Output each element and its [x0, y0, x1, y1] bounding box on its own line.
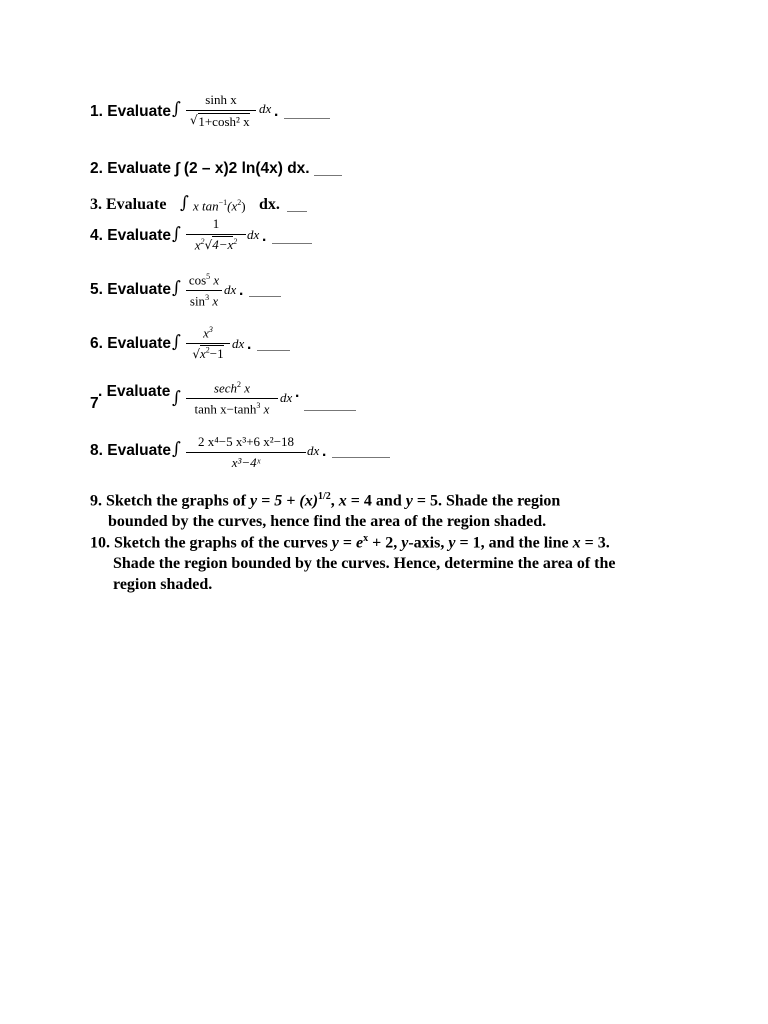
answer-blank — [257, 350, 290, 351]
fraction-bar — [186, 110, 256, 111]
answer-blank — [284, 118, 330, 119]
q7-fraction — [186, 378, 278, 420]
answer-blank — [314, 175, 342, 176]
q8-label: 8. Evaluate — [90, 442, 171, 459]
q6-dx: dx — [232, 336, 245, 351]
q3-dx: dx. — [259, 196, 280, 213]
q6-fraction — [186, 323, 230, 365]
answer-blank — [332, 457, 390, 458]
q1-dx: dx — [259, 101, 272, 116]
q2-text: 2. Evaluate ∫ (2 – x)2 ln(4x) dx. — [90, 160, 310, 177]
q4-dx: dx — [247, 227, 260, 242]
q5-denominator: $\sin^3 x$ — [189, 293, 219, 309]
q5-numerator: $\cos^5 x$ — [188, 272, 220, 288]
sqrt-icon: √ — [204, 238, 213, 253]
q1-label: 1. Evaluate — [90, 103, 171, 120]
sqrt-icon: √ — [190, 113, 198, 127]
q7-number: 7 — [90, 395, 99, 412]
integral-sign: ∫ — [172, 99, 181, 119]
q1-denominator: √ 1+cosh² x — [190, 113, 250, 129]
integral-sign: ∫ — [172, 224, 181, 244]
q7-denominator: $\tanh x-\tanh^3$ x — [194, 401, 270, 417]
q7-dot: · — [295, 388, 301, 405]
q5-fraction — [186, 270, 222, 312]
integral-sign: ∫ — [172, 278, 181, 298]
q4-numerator: 1 — [212, 216, 220, 231]
question-10 — [90, 528, 615, 595]
q5-dot: . — [239, 282, 244, 299]
fraction-bar — [186, 234, 246, 235]
answer-blank — [287, 211, 307, 212]
q8-dot: . — [322, 443, 327, 460]
q6-numerator: $x^3$ — [203, 325, 213, 341]
q4-fraction — [186, 216, 246, 258]
q1-numerator: sinh x — [205, 92, 237, 107]
fraction-bar — [186, 398, 278, 399]
answer-blank — [272, 243, 312, 244]
q8-fraction — [186, 431, 306, 473]
q1-dot: . — [274, 103, 279, 120]
q6-denominator: $√x^2-1$ — [192, 346, 224, 362]
q4-label: 4. Evaluate — [90, 227, 171, 244]
q7-label: . Evaluate — [98, 383, 171, 400]
q6-dot: . — [247, 336, 252, 353]
q5-dx: dx — [224, 282, 237, 297]
q7-dx: dx — [280, 390, 293, 405]
q10-line-1: 10. Sketch the graphs of the curves $y = e^x + 2$, y-axis, y = 1, and the line x = 3. — [90, 533, 610, 552]
q7-numerator: sech$^2$ x — [213, 380, 251, 396]
q1-fraction — [186, 92, 256, 136]
fraction-bar — [186, 290, 222, 291]
q9-line-2: bounded by the curves, hence find the area of the region shaded. — [108, 513, 547, 531]
q3-expression: x $\tan^{-1}(x^2)$ — [193, 198, 246, 214]
answer-blank — [304, 410, 356, 411]
q5-label: 5. Evaluate — [90, 281, 171, 298]
integral-sign: ∫ — [172, 332, 181, 352]
fraction-bar — [186, 452, 306, 453]
integral-sign: ∫ — [172, 439, 181, 459]
q6-label: 6. Evaluate — [90, 335, 171, 352]
fraction-bar — [186, 343, 230, 344]
q3-label: 3. Evaluate — [90, 196, 167, 213]
q4-denominator: $x^2√4-x^2$ — [194, 237, 238, 253]
q8-numerator: 2 x⁴−5 x³+6 x²−18 — [197, 434, 295, 449]
q9-line-1: 9. Sketch the graphs of $y = 5 + (x)^{1/2}$, x = 4 and y = 5. Shade the region — [90, 491, 561, 510]
integral-sign: ∫ — [172, 388, 181, 408]
q10-line-2: Shade the region bounded by the curves. Hence, determine the area of the — [113, 555, 616, 573]
q4-dot: . — [262, 228, 267, 245]
answer-blank — [249, 296, 281, 297]
question-9 — [90, 486, 560, 532]
sqrt-icon: √ — [192, 347, 201, 362]
q8-denominator: x³−4ˣ — [231, 455, 261, 470]
integral-sign: ∫ — [180, 193, 189, 213]
q10-line-3: region shaded. — [113, 576, 213, 594]
q8-dx: dx — [307, 443, 320, 458]
